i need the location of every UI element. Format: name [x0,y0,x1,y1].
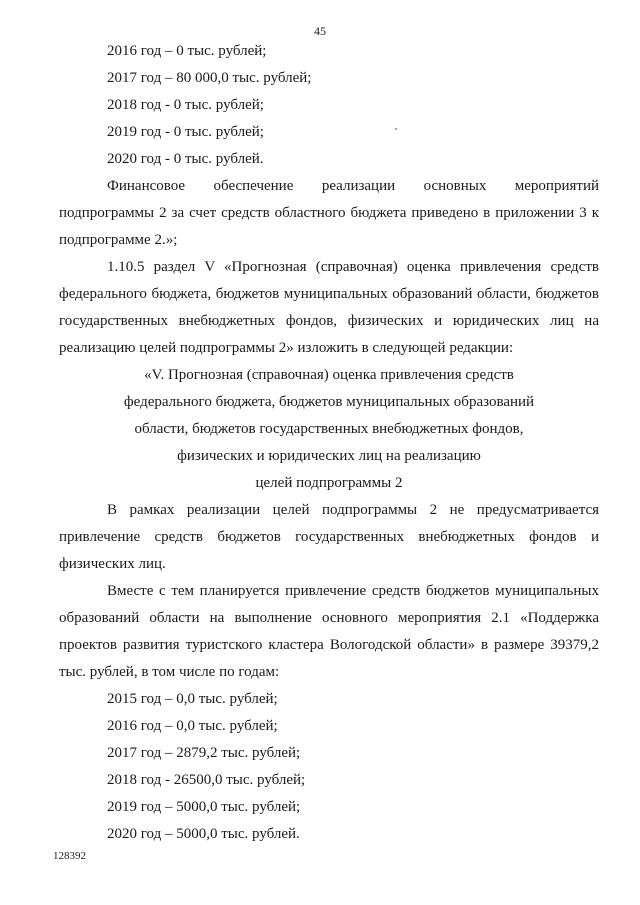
page-number: 45 [314,24,326,38]
top-year-list [59,38,599,173]
paragraph-financing: Финансовое обеспечение реализации основных мероприятий подпрограммы 2 за счет средств областного бюджета приведено в приложении 3 к подпрограмме 2.»; [59,178,599,248]
paragraph-section-amendment: 1.10.5 раздел V «Прогнозная (справочная) оценка привлечения средств федерального бюджета, бюджетов муниципальных образований области, бюджетов государственных внебюджетных фондов, физических и юридических лиц на реализацию целей подпрограммы 2» изложить в следующей редакции: [59,259,599,356]
paragraph-no-extrabudgetary: В рамках реализации целей подпрограммы 2 не предусматривается привлечение средств бюджетов государственных внебюджетных фондов и физических лиц. [59,502,599,572]
heading-line: области, бюджетов государственных внебюджетных фондов, [134,421,524,437]
list-item: 2016 год – 0 тыс. рублей; [107,43,267,59]
heading-line: физических и юридических лиц на реализацию [177,448,481,464]
list-item: 2018 год - 0 тыс. рублей; [107,97,264,113]
list-item: 2017 год – 80 000,0 тыс. рублей; [107,70,312,86]
list-item: 2018 год - 26500,0 тыс. рублей; [107,772,306,788]
list-item: 2020 год – 5000,0 тыс. рублей. [107,826,300,842]
paragraph-municipal-funding: Вместе с тем планируется привлечение средств бюджетов муниципальных образований области на выполнение основного мероприятия 2.1 «Поддержка проектов развития туристского кластера Вологодской области» в размере 39379,2 тыс. рублей, в том числе по годам: [59,583,599,680]
list-item: 2017 год – 2879,2 тыс. рублей; [107,745,301,761]
section-heading [59,362,599,497]
heading-line: федерального бюджета, бюджетов муниципальных образований [123,394,535,410]
heading-line: целей подпрограммы 2 [255,475,403,491]
document-body [59,38,599,848]
list-item: 2020 год - 0 тыс. рублей. [107,151,264,167]
list-item: 2019 год - 0 тыс. рублей; [107,124,264,140]
bottom-year-list [59,686,599,848]
list-item: 2016 год – 0,0 тыс. рублей; [107,718,278,734]
document-code: 128392 [53,850,86,862]
heading-line: «V. Прогнозная (справочная) оценка привлечения средств [144,367,514,383]
list-item: 2015 год – 0,0 тыс. рублей; [107,691,278,707]
list-item: 2019 год – 5000,0 тыс. рублей; [107,799,301,815]
